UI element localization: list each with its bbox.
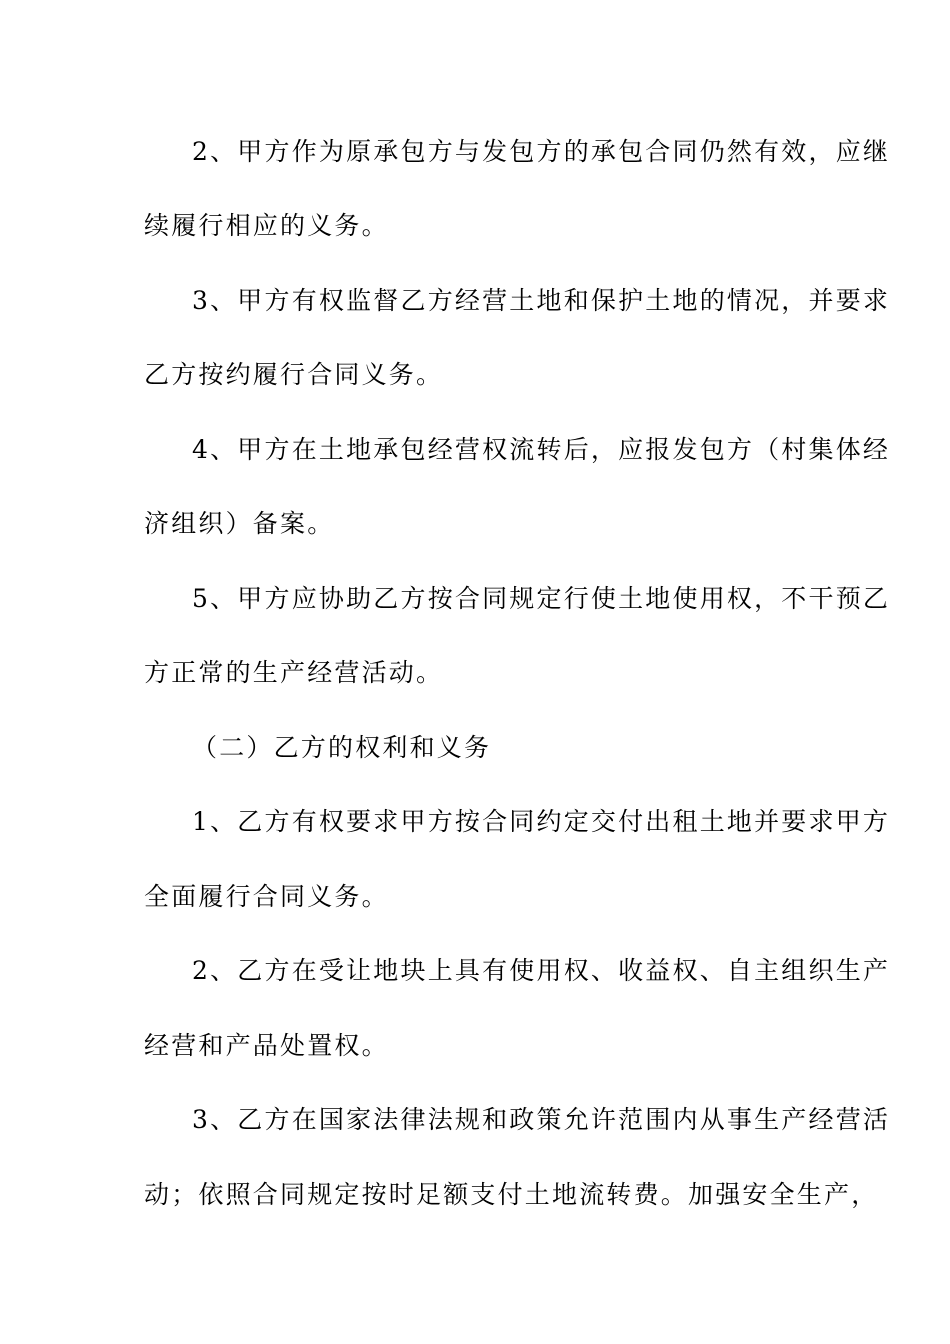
paragraph-line: 动；依照合同规定按时足额支付土地流转费。加强安全生产，: [144, 1180, 879, 1209]
paragraph-line: 全面履行合同义务。: [144, 882, 389, 911]
paragraph-line: 2、甲方作为原承包方与发包方的承包合同仍然有效，应继: [192, 137, 891, 166]
paragraph-line: 续履行相应的义务。: [144, 211, 389, 240]
paragraph-line: 4、甲方在土地承包经营权流转后，应报发包方（村集体经: [192, 435, 891, 464]
paragraph-line: 1、乙方有权要求甲方按合同约定交付出租土地并要求甲方: [192, 807, 891, 836]
section-heading: （二）乙方的权利和义务: [192, 733, 492, 762]
paragraph-line: 方正常的生产经营活动。: [144, 658, 444, 687]
paragraph-line: 济组织）备案。: [144, 509, 335, 538]
paragraph-line: 3、甲方有权监督乙方经营土地和保护土地的情况，并要求: [192, 286, 891, 315]
paragraph-line: 经营和产品处置权。: [144, 1031, 389, 1060]
paragraph-line: 乙方按约履行合同义务。: [144, 360, 444, 389]
paragraph-line: 3、乙方在国家法律法规和政策允许范围内从事生产经营活: [192, 1105, 891, 1134]
paragraph-line: 5、甲方应协助乙方按合同规定行使土地使用权，不干预乙: [192, 584, 891, 613]
paragraph-line: 2、乙方在受让地块上具有使用权、收益权、自主组织生产: [192, 956, 891, 985]
